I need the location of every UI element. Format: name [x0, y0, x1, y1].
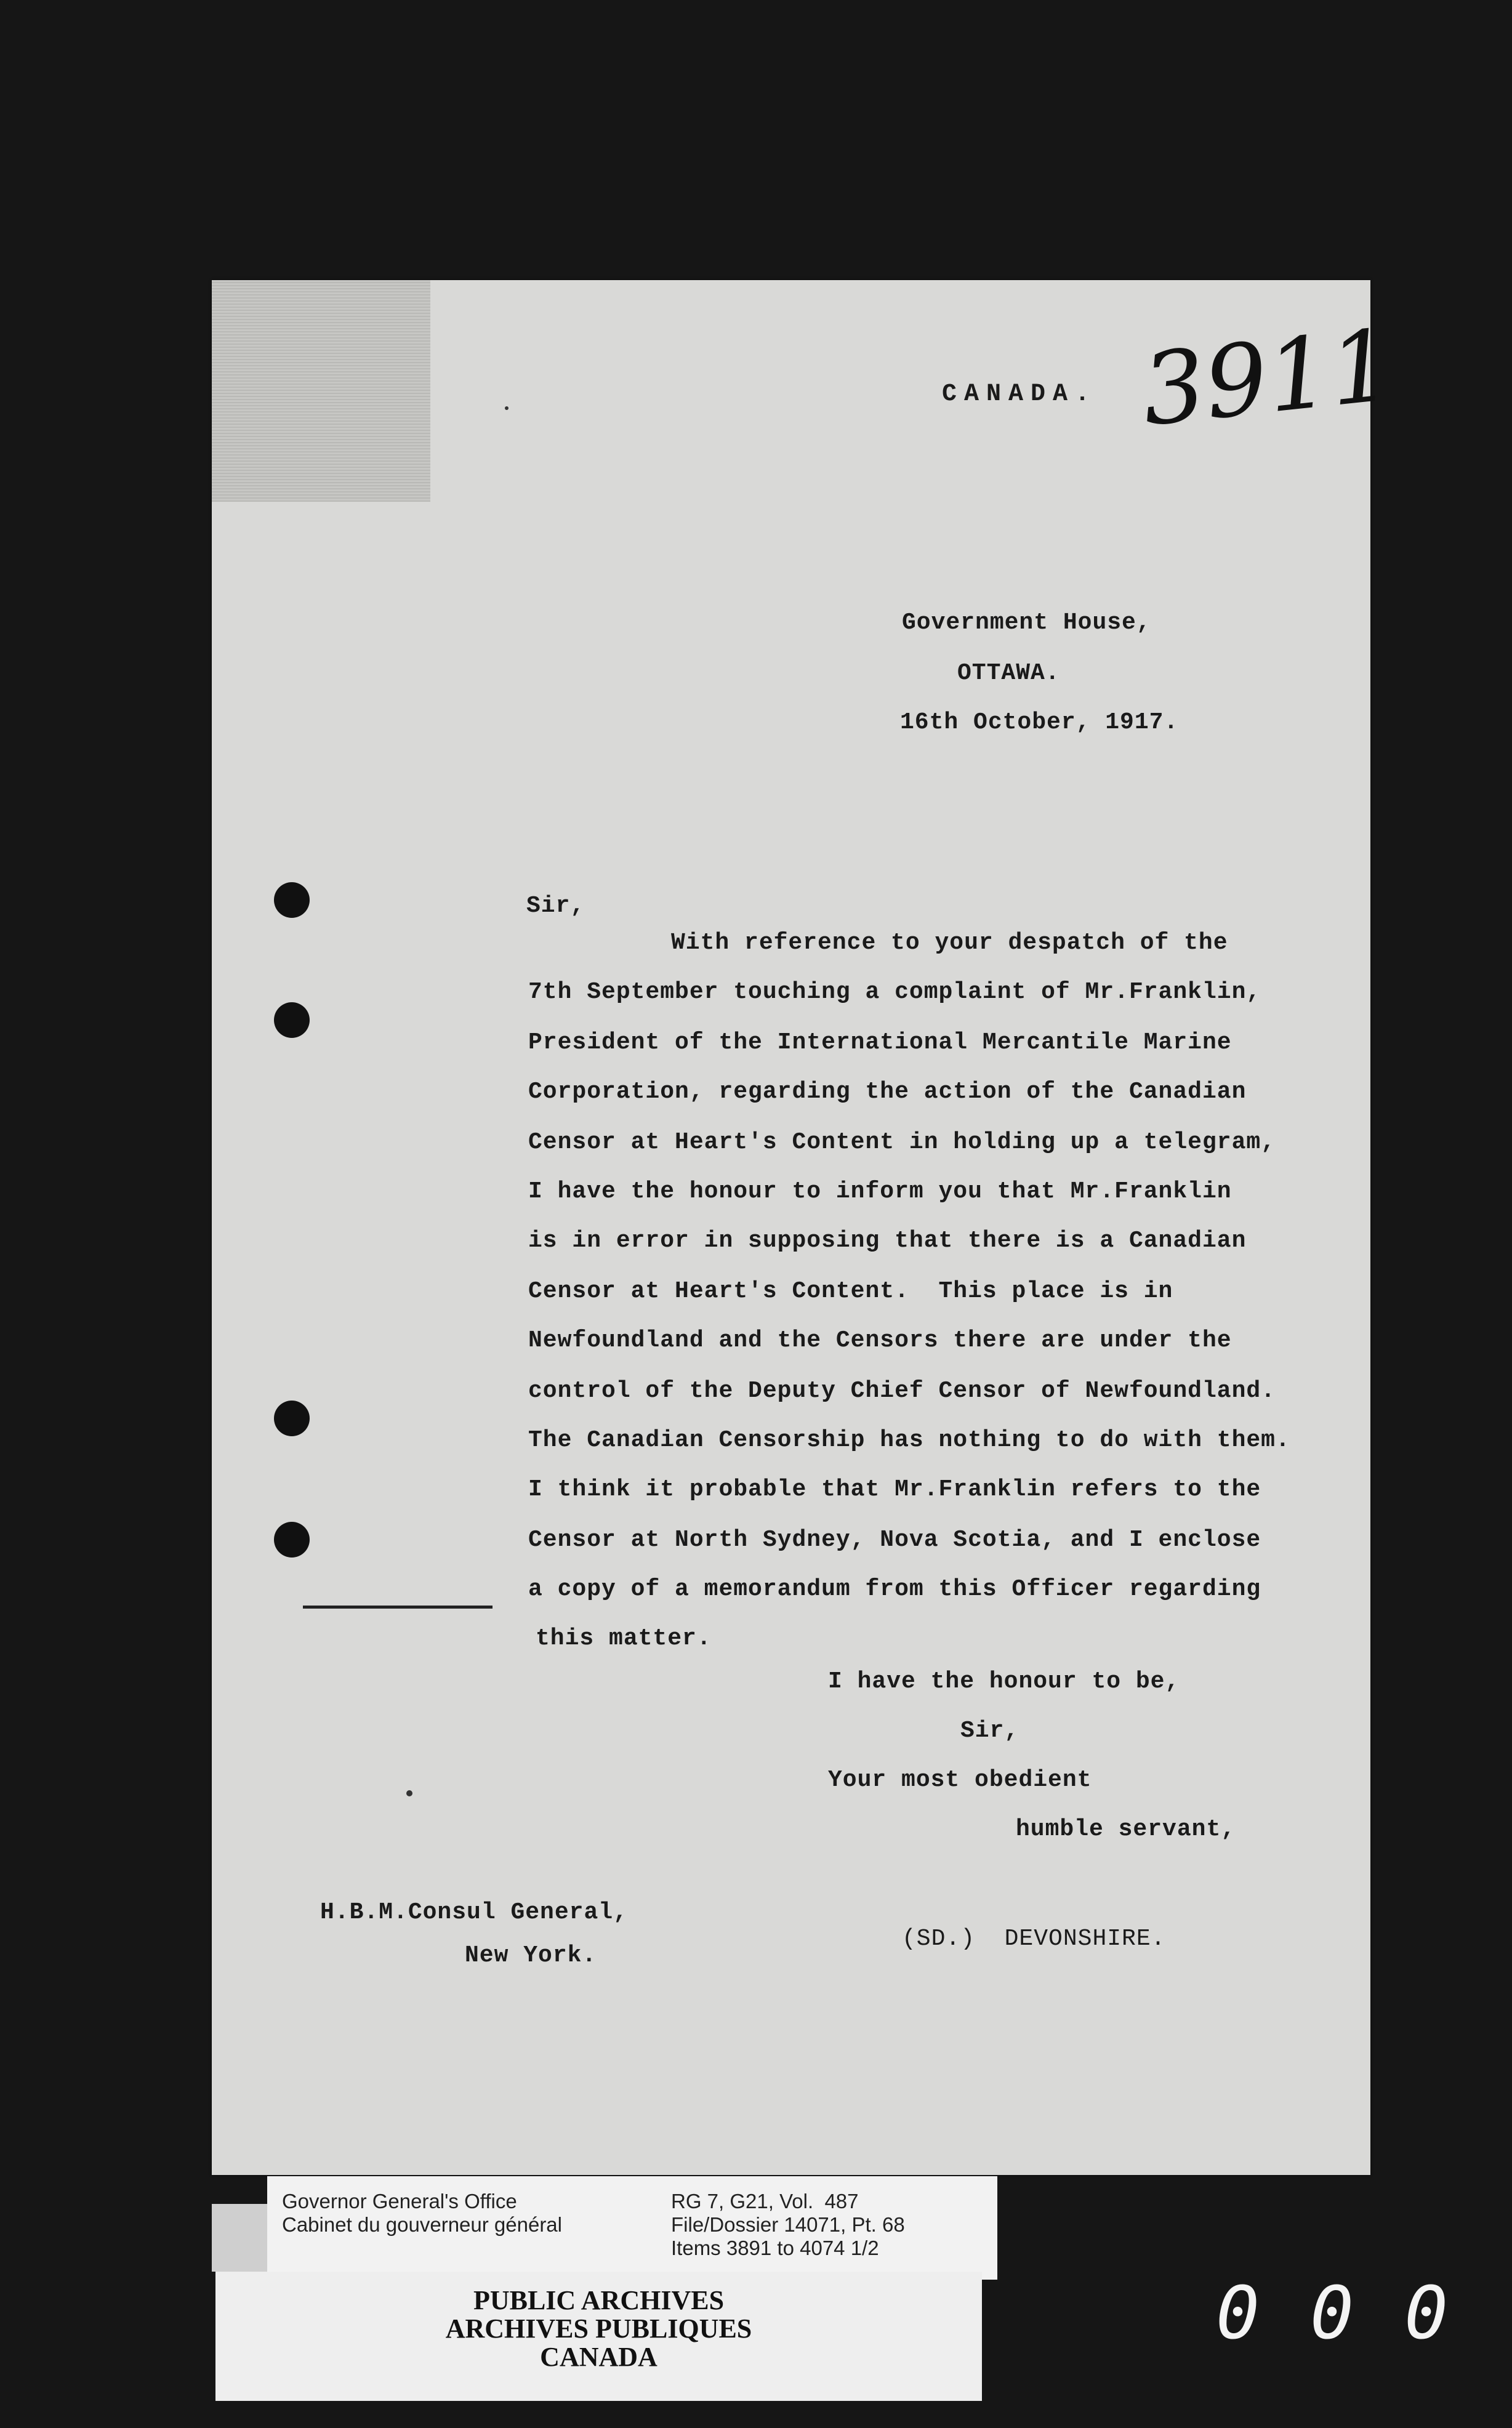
recipient-line-1: H.B.M.Consul General, [320, 1899, 628, 1926]
body-line: this matter. [536, 1625, 712, 1652]
punch-hole [274, 1002, 310, 1038]
archives-stamp [215, 2272, 982, 2401]
ink-speck [406, 1790, 412, 1796]
punch-hole [274, 1401, 310, 1436]
body-line: With reference to your despatch of the [671, 930, 1228, 956]
body-line: Newfoundland and the Censors there are under the [528, 1327, 1232, 1354]
closing-line-1: I have the honour to be, [828, 1668, 1180, 1695]
letter-header: CANADA. [942, 380, 1098, 408]
archive-file: File/Dossier 14071, Pt. 68 [671, 2213, 905, 2236]
archive-label [267, 2176, 997, 2280]
margin-rule [303, 1606, 493, 1609]
body-line: I think it probable that Mr.Franklin refers to the [528, 1476, 1261, 1503]
closing-line-2: Sir, [960, 1718, 1019, 1744]
address-line-1: Government House, [902, 609, 1151, 636]
frame-number: 000 [1216, 2270, 1499, 2355]
body-line: I have the honour to inform you that Mr.Franklin [528, 1178, 1232, 1205]
body-line: The Canadian Censorship has nothing to do with them. [528, 1427, 1290, 1453]
closing-line-4: humble servant, [1016, 1816, 1236, 1843]
body-line: Censor at Heart's Content. This place is in [528, 1278, 1173, 1304]
body-line: Censor at Heart's Content in holding up a telegram, [528, 1129, 1276, 1156]
body-line: Censor at North Sydney, Nova Scotia, and I enclose [528, 1527, 1261, 1553]
label-margin [212, 2204, 267, 2272]
stamp-line-3: CANADA [540, 2342, 657, 2372]
signature: (SD.) DEVONSHIRE. [902, 1926, 1166, 1952]
body-line: is in error in supposing that there is a Canadian [528, 1228, 1247, 1254]
handwritten-folio-number: 3911 [1136, 307, 1398, 448]
address-line-3: 16th October, 1917. [900, 709, 1179, 736]
punch-hole [274, 1522, 310, 1558]
archive-office-en: Governor General's Office [282, 2190, 517, 2213]
recipient-line-2: New York. [465, 1942, 597, 1969]
archive-office-fr: Cabinet du gouverneur général [282, 2213, 562, 2236]
stamp-line-2: ARCHIVES PUBLIQUES [445, 2313, 752, 2344]
paper-corner-tab [212, 280, 430, 502]
body-line: 7th September touching a complaint of Mr.Franklin, [528, 979, 1261, 1005]
body-line: President of the International Mercantile Marine [528, 1029, 1232, 1056]
body-line: control of the Deputy Chief Censor of Newfoundland. [528, 1378, 1276, 1404]
body-line: Corporation, regarding the action of the Canadian [528, 1079, 1247, 1105]
salutation: Sir, [526, 893, 585, 919]
ink-speck [505, 406, 509, 410]
punch-hole [274, 882, 310, 918]
address-line-2: OTTAWA. [957, 660, 1060, 686]
archive-items: Items 3891 to 4074 1/2 [671, 2237, 879, 2259]
archive-reference: RG 7, G21, Vol. 487 [671, 2190, 859, 2213]
stamp-line-1: PUBLIC ARCHIVES [473, 2285, 725, 2315]
closing-line-3: Your most obedient [828, 1767, 1092, 1793]
body-line: a copy of a memorandum from this Officer regarding [528, 1576, 1261, 1602]
